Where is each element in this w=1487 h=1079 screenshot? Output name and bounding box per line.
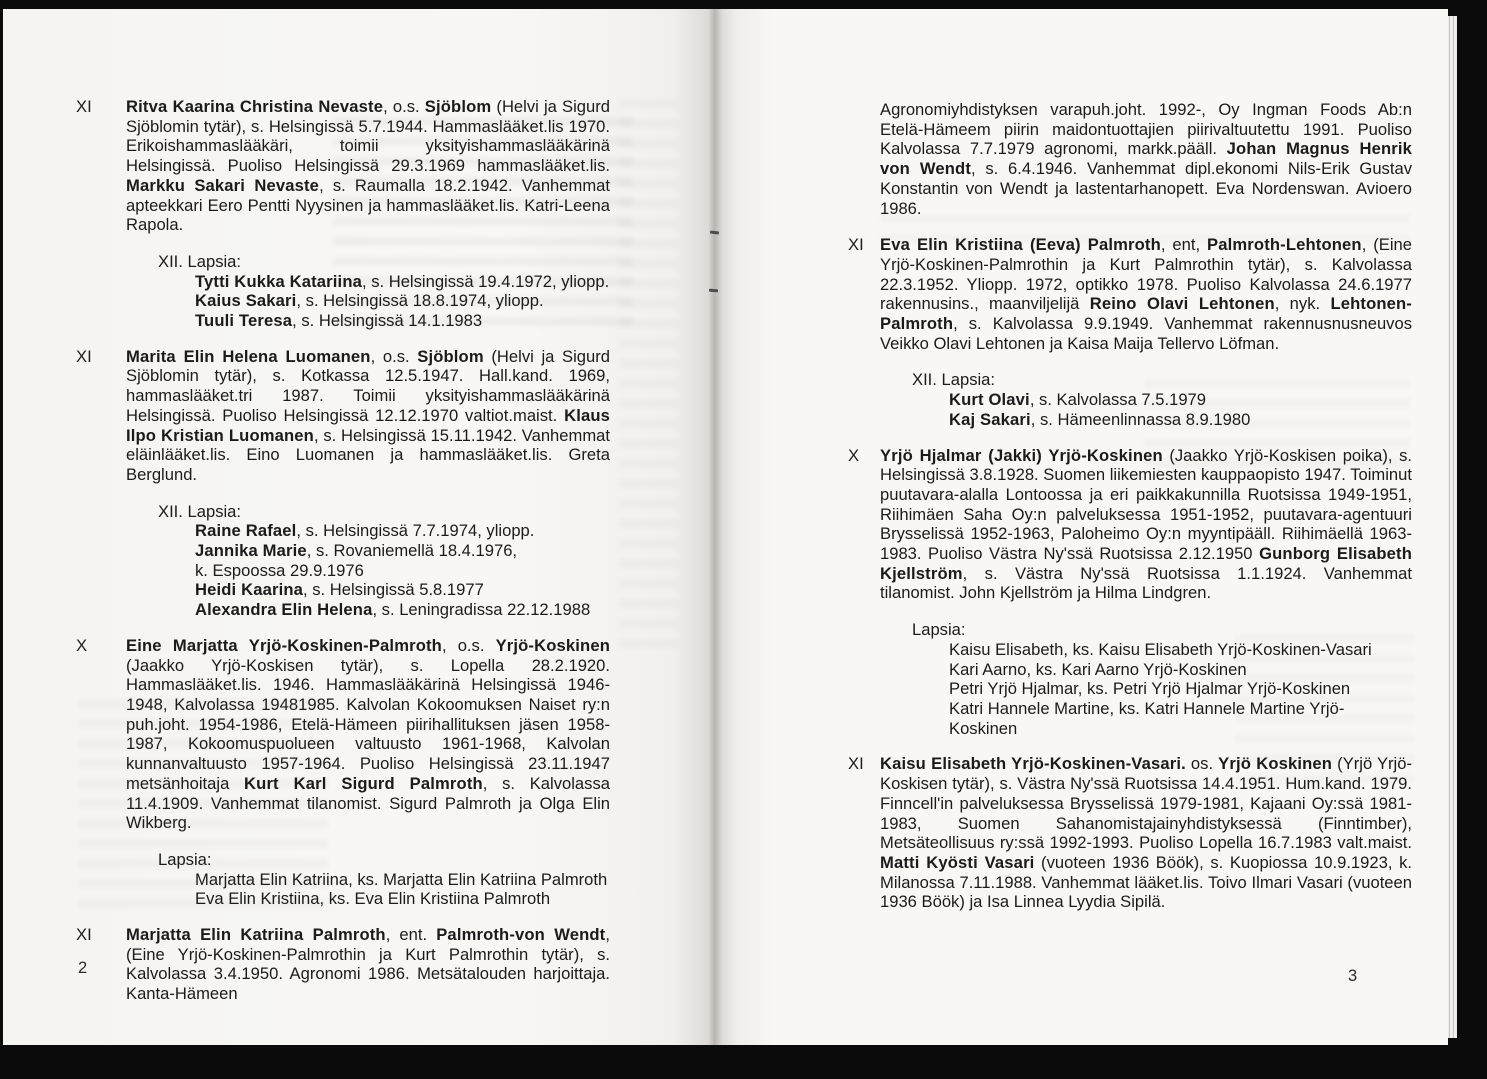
text-segment: , o.s. [441, 635, 496, 655]
person-name: Yrjö Hjalmar (Jakki) Yrjö-Koskinen [880, 445, 1163, 465]
child-detail: Katri Hannele Martine, ks. Katri Hannele Martine Yrjö-Koskinen [949, 698, 1345, 738]
generation-numeral: XI [76, 346, 92, 366]
text-segment: (Helvi ja Sigurd Sjöblomin tytär), s. Kotkassa 12.5.1947. Hall.kand. 1969, hammaslääket.tri 1987. Toimii yksityishammaslääkärinä Helsingissä. Puoliso Helsingissä 12.12.1970 valtiot.maist. [126, 346, 610, 425]
page-number: 2 [78, 959, 88, 977]
child-detail: Kari Aarno, ks. Kari Aarno Yrjö-Koskinen [949, 659, 1247, 679]
child-name: Raine Rafael [195, 521, 297, 541]
child-detail: , s. Helsingissä 18.8.1974, yliopp. [296, 291, 544, 311]
text-segment: (Helvi ja Sigurd Sjöblomin tytär), s. Helsingissä 5.7.1944. Hammaslääket.lis 1970. Erikoishammaslääkäri, toimii yksityishammaslääkärinä Helsingissä. Puoliso Helsingissä 29.3.1969 hammaslääket.lis. [126, 97, 611, 176]
child-detail: k. Espoossa 29.9.1976 [195, 560, 364, 580]
book-page-left [3, 9, 715, 1045]
genealogy-entry [76, 636, 610, 833]
text-segment: (vuoteen 1936 Böök), s. Kuopiossa 10.9.1923, k. Milanossa 7.11.1988. Vanhemmat lääket.lis. Toivo Ilmari Vasari (vuoteen 1936 Böök) ja Isa Linnea Lyydia Sipilä. [880, 852, 1412, 912]
genealogy-entry [848, 235, 1412, 353]
text-segment: , o.s. [383, 97, 425, 116]
text-segment: , s. 6.4.1946. Vanhemmat dipl.ekonomi Nils-Erik Gustav Konstantin von Wendt ja lastentarhanopett. Eva Nordenswan. Avioero 1986. [880, 159, 1412, 218]
entry-paragraph [126, 636, 610, 833]
person-name: Yrjö Koskinen [1218, 754, 1333, 774]
child-name: Jannika Marie [195, 541, 307, 561]
child-name: Kaj Sakari [949, 409, 1031, 429]
bleedthrough-artifact [618, 99, 678, 659]
children-heading: Lapsia: [158, 849, 212, 869]
text-segment: , o.s. [370, 346, 418, 366]
person-name: Kurt Karl Sigurd Palmroth [244, 773, 483, 793]
entry-paragraph [126, 347, 610, 485]
child-name: Alexandra Elin Helena [195, 600, 373, 620]
child-line [912, 390, 1412, 410]
person-name: Sjöblom [417, 346, 484, 366]
entry-paragraph [126, 925, 610, 1004]
text-segment: , nyk. [1274, 294, 1331, 314]
child-detail: Petri Yrjö Hjalmar, ks. Petri Yrjö Hjalmar Yrjö-Koskinen [949, 679, 1351, 699]
text-segment: , s. Västra Ny'ssä Ruotsissa 1.1.1924. Vanhemmat tilanomist. John Kjellström ja Hilma Lindgren. [880, 563, 1412, 603]
generation-numeral: XI [76, 97, 92, 116]
text-segment: , s. Kalvolassa 9.9.1949. Vanhemmat rakennusnusneuvos Veikko Olavi Lehtonen ja Kaisa Maija Tellervo Löfman. [880, 314, 1412, 353]
entry-paragraph [126, 97, 610, 235]
person-name: Palmroth-von Wendt [436, 925, 606, 945]
child-line [158, 600, 610, 620]
book-page-right [715, 9, 1448, 1045]
entry-paragraph [880, 446, 1412, 604]
person-name: Eva Elin Kristiina (Eeva) Palmroth [880, 235, 1161, 255]
page-edge-stack [1448, 16, 1457, 1038]
child-detail: , s. Helsingissä 7.7.1974, yliopp. [296, 521, 535, 541]
text-segment: , s. Raumalla 18.2.1942. Vanhemmat apteekkari Eero Pentti Nyysinen ja hammaslääket.lis. Katri-Leena Rapola. [126, 175, 610, 235]
child-detail: , s. Leningradissa 22.12.1988 [372, 600, 591, 620]
child-line [912, 410, 1412, 430]
child-line [912, 679, 1412, 699]
text-segment: (Jaakko Yrjö-Koskisen poika), s. Helsingissä 3.8.1928. Suomen liikemiesten kauppaopisto 1947. Toiminut puutavara-alalla Lontoossa ja eri paikkakunnilla Ruotsissa 1949-1951, Riihimäen Saha Oy:n palveluksessa 1951-1952, puutavara-agentuuri Brysselissä 1952-1963, Paloheimo Oy:n myyntipääll. Riihimäellä 1963-1983. Puoliso Västra Ny'ssä Ruotsissa 2.12.1950 [880, 445, 1412, 564]
generation-numeral: X [848, 445, 860, 465]
children-heading: XII. Lapsia: [912, 370, 996, 390]
text-segment: , s. Helsingissä 15.11.1942. Vanhemmat eläinlääket.lis. Eino Luomanen ja hammaslääket.lis. Greta Berglund. [126, 425, 610, 484]
genealogy-entry [848, 754, 1412, 912]
person-name: Klaus Ilpo Kristian Luomanen [126, 405, 610, 445]
children-list [848, 370, 1412, 429]
children-heading: XII. Lapsia: [158, 251, 242, 271]
child-line [158, 291, 610, 311]
genealogy-entry [848, 100, 1412, 218]
text-segment: , (Eine Yrjö-Koskinen-Palmrothin ja Kurt Palmrothin tytär), s. Kalvolassa 3.4.1950. Agronomi 1986. Metsätalouden harjoittaja. Kanta-Hämeen [126, 925, 610, 1004]
child-name: Kurt Olavi [949, 390, 1030, 410]
child-detail: , s. Helsingissä 14.1.1983 [292, 311, 483, 331]
child-line [158, 521, 610, 541]
person-name: Sjöblom [424, 97, 492, 116]
person-name: Gunborg Elisabeth Kjellström [880, 544, 1412, 583]
person-name: Palmroth-Lehtonen [1207, 235, 1362, 255]
child-line [158, 561, 610, 581]
children-list [76, 502, 610, 620]
generation-numeral: X [76, 635, 88, 655]
text-segment: , (Eine Yrjö-Koskinen-Palmrothin ja Kurt Palmrothin tytär), s. Kalvolassa 22.3.1952. Yliopp. 1972, optikko 1978. Puoliso Kalvolassa 24.6.1977 rakennusins., maanviljelijä [880, 235, 1412, 314]
children-list [76, 252, 610, 331]
person-name: Johan Magnus Henrik von Wendt [880, 139, 1412, 179]
genealogy-entry [848, 446, 1412, 604]
child-detail: , s. Rovaniemellä 18.4.1976, [306, 541, 518, 561]
person-name: Marjatta Elin Katriina Palmroth [126, 925, 386, 945]
child-line [912, 640, 1412, 660]
children-heading: XII. Lapsia: [158, 501, 242, 521]
child-name: Tuuli Teresa [195, 311, 293, 331]
person-name: Eine Marjatta Yrjö-Koskinen-Palmroth [126, 635, 442, 655]
children-list [76, 850, 610, 909]
person-name: Matti Kyösti Vasari [880, 852, 1035, 872]
text-segment: (Jaakko Yrjö-Koskisen tytär), s. Lopella 28.2.1920. Hammaslääket.lis. 1946. Hammaslääkärinä Helsingissä 1946-1948, Kalvolassa 19481985. Kalvolan Kokoomuksen Naiset ry:n puh.joht. 1954-1986, Etelä-Hämeen piirihallituksen jäsen 1958-1987, Kokoomuspuolueen valtuusto 1961-1968, Kalvolan kunnanvaltuusto 1957-1964. Puoliso Helsingissä 23.11.1947 metsänhoitaja [126, 655, 610, 793]
child-detail: , s. Helsingissä 19.4.1972, yliopp. [361, 271, 610, 291]
child-name: Kaius Sakari [195, 291, 297, 311]
child-detail: Kaisu Elisabeth, ks. Kaisu Elisabeth Yrjö-Koskinen-Vasari [949, 639, 1372, 659]
child-line [158, 311, 610, 331]
text-segment: (Yrjö Yrjö-Koskisen tytär), s. Västra Ny'ssä Ruotsissa 14.4.1951. Hum.kand. 1979. Finncell'in palveluksessa Brysselissä 1979-1981, Kajaani Oy:ssä 1981-1983, Suomen Sahanomistajainyhdistyksessä (Finntimber), Metsäteollisuus ry:ssä 1992-1993. Puoliso Lopella 16.7.1983 valt.maist. [880, 754, 1412, 853]
person-name: Yrjö-Koskinen [495, 635, 610, 655]
child-name: Tytti Kukka Katariina [195, 271, 362, 291]
person-name: Markku Sakari Nevaste [126, 175, 320, 195]
child-detail: Marjatta Elin Katriina, ks. Marjatta Elin Katriina Palmroth [195, 869, 608, 889]
entry-paragraph [880, 100, 1412, 218]
entry-paragraph [880, 754, 1412, 912]
child-line [158, 580, 610, 600]
page-text-column [3, 9, 610, 1004]
child-line [158, 870, 610, 890]
person-name: Lehtonen-Palmroth [880, 294, 1412, 334]
page-text-column [715, 9, 1412, 912]
text-segment: Agronomiyhdistyksen varapuh.joht. 1992-, Oy Ingman Foods Ab:n Etelä-Hämeem piirin maidontuottajien piirivaltuutettu 1991. Puoliso Kalvolassa 7.7.1979 agronomi, markk.pääll. [880, 100, 1412, 159]
child-line [912, 660, 1412, 680]
child-line [158, 541, 610, 561]
person-name: Kaisu Elisabeth Yrjö-Koskinen-Vasari. [880, 754, 1186, 774]
text-segment: , ent. [385, 925, 437, 945]
child-detail: Eva Elin Kristiina, ks. Eva Elin Kristiina Palmroth [195, 889, 551, 909]
page-number: 3 [1348, 967, 1358, 985]
entry-paragraph [880, 235, 1412, 353]
text-segment: , s. Kalvolassa 11.4.1909. Vanhemmat tilanomist. Sigurd Palmroth ja Olga Elin Wikberg. [126, 773, 610, 833]
genealogy-entry [76, 97, 610, 235]
generation-numeral: XI [848, 235, 864, 255]
text-segment: , ent, [1160, 235, 1208, 255]
child-name: Heidi Kaarina [195, 580, 304, 600]
generation-numeral: XI [76, 925, 92, 945]
genealogy-entry [76, 925, 610, 1004]
child-line [158, 889, 610, 909]
child-detail: , s. Hämeenlinnassa 8.9.1980 [1030, 409, 1251, 429]
person-name: Reino Olavi Lehtonen [1089, 294, 1275, 314]
child-detail: , s. Helsingissä 5.8.1977 [303, 580, 484, 600]
child-line [912, 699, 1412, 738]
genealogy-entry [76, 347, 610, 485]
child-line [158, 272, 610, 292]
children-list [848, 620, 1412, 738]
person-name: Marita Elin Helena Luomanen [126, 346, 371, 366]
text-segment: os. [1185, 754, 1219, 774]
generation-numeral: XI [848, 754, 864, 774]
spine-staple-icon [709, 289, 718, 293]
generation-numeral [848, 100, 880, 218]
children-heading: Lapsia: [912, 620, 966, 640]
child-detail: , s. Kalvolassa 7.5.1979 [1029, 390, 1206, 410]
person-name: Ritva Kaarina Christina Nevaste [126, 97, 384, 116]
